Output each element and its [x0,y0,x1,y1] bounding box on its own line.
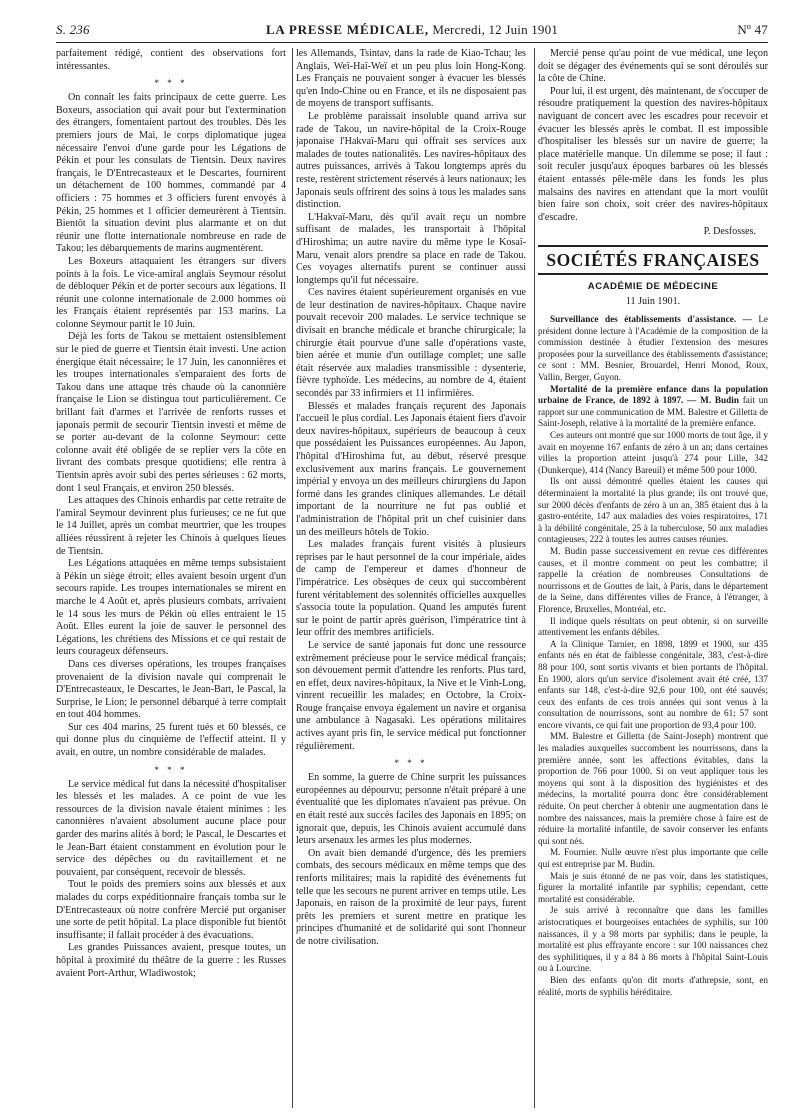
column-divider [292,48,293,1108]
page-header [56,20,768,40]
column-1 [56,48,286,1108]
column-2 [296,48,526,1108]
paragraph: Mortalité de la première enfance dans la population urbaine de France, de 1892 à 1897. — M. Budin fait un rapport sur une communication de MM. Balestre et Gilletta de Saint-Joseph, relative à la mortalité de la première enfance. [538,383,768,429]
column-3 [538,48,768,1108]
paragraph: En somme, la guerre de Chine surprit les puissances européennes au dépourvu; personne n'était préparé à une éventualité que les diplomates n'avaient pas prévue. On en était resté aux succès faciles des Japonais en 1895; on ignorait que, depuis, les Chinois avaient accumulé dans leurs arsenaux les armes les plus modernes. [296,772,526,847]
paragraph: MM. Balestre et Gilletta (de Saint-Joseph) montrent que les maladies auxquelles succombent les nourrissons, dans la première année, sont les affections évitables, dans la proportion de 766 pour 1000. Si on veut appliquer tous les moyens qui sont à la disposition des hygiénistes et des médecins, la mortalité pourra donc être considérablement réduite. On peut chercher à obtenir une augmentation dans le nombre des naissances, mais la première chose à faire est de réduire la mortalité infantile, de savoir conserver les enfants qui sont nés. [538,731,768,846]
page-number: S. 236 [56,22,90,37]
paragraph: Je suis arrivé à reconnaître que dans les familles aristocratiques et bourgeoises entachées de syphilis, sur 100 naissances, il y a 98 morts par syphilis; dans le peuple, la mortalité est plus effrayante encore : sur 100 naissances chez des syphilitiques, il y a 84 à 86 morts à l'hôpital Saint-Louis ou à Lourcine. [538,905,768,974]
paragraph: Le service médical fut dans la nécessité d'hospitaliser les blessés et les malades. A ce point de vue les ressources de la division navale étaient minimes : les canonnières n'avaient absolument aucune place pour garder des marins alités à bord; le Pascal, le Descartes et le Jean-Bart étaient constamment en évolution pour le service des dépêches ou du ravitaillement et ne pouvaient, par conséquent, recevoir de blessés. [56,778,286,878]
paragraph: Bien des enfants qu'on dit morts d'athrepsie, sont, en réalité, morts de syphilis héréditaire. [538,974,768,997]
issue-number: Nº 47 [737,22,768,37]
paragraph: Les grandes Puissances avaient, presque toutes, un hôpital à proximité du théâtre de la guerre : les Russes avaient Port-Arthur, Wladiwostok; [56,942,286,979]
session-date: 11 Juin 1901. [625,295,681,307]
paragraph: M. Budin passe successivement en revue ces différentes causes, et il montre comment on peut les combattre; il rappelle la création de nombreuses Consultations de nourrissons et de Gouttes de lait, à Paris, dans le département de la Seine, dans différentes villes de France, à l'étranger, à Florence, Bruxelles, Montréal, etc. [538,545,768,614]
section-stars: * * * [154,764,188,775]
paragraph: Les attaques des Chinois enhardis par cette retraite de l'amiral Seymour devinrent plus furieuses; ce ne fut que le 14 Juillet, après un combat meurtrier, que les troupes alliées réussirent à rejeter les Chinois à quelques lieues de Tientsin. [56,495,286,557]
author-signature: P. Desfosses. [703,226,756,238]
paragraph: Pour lui, il est urgent, dès maintenant, de s'occuper de résoudre pratiquement la question des navires-hôpitaux naviguant de concert avec les escadres pour recevoir et évacuer les blessés après le combat. Il est impossible d'hospitaliser les blessés sur un navire de guerre; la place matérielle manque. Un dilemme se pose; il faut : soit reculer jusqu'aux époques barbares où les blessés étaient entassés pêle-mêle dans les fonds les plus malsains des navires en attendant que la mort voulût bien faire son choix, soit créer des navires-hôpitaux d'escadre. [538,85,768,223]
paragraph: Mais je suis étonné de ne pas voir, dans les statistiques, figurer la mortalité infantile par syphilis; cependant, cette mortalité est considérable. [538,870,768,904]
paragraph: A la Clinique Tarnier, en 1898, 1899 et 1900, sur 435 enfants nés en état de faiblesse congénitale, 383, c'est-à-dire 88 pour 100, sont sortis vivants et bien portants de l'hôpital. En 1900, alors qu'un service d'isolement avait été créé, 137 enfants sur 148, c'est-à-dire 92,6 pour 100, ont été sauvés; ceux des enfants de ces trois années qui sont venus à la consultation de nourrissons, sont au nombre de 61; 57 sont encore vivants, ce qui fait une proportion de 93,4 pour 100. [538,638,768,730]
header-rule [56,42,768,43]
paragraph: Il indique quels résultats on peut obtenir, si on surveille attentivement les enfants débiles. [538,615,768,638]
paragraph: Déjà les forts de Takou se mettaient ostensiblement sur le pied de guerre et Tientsin était investi. Une action énergique était nécessaire; le 17 Juin, les canonnières et les troupes internationales s'emparaient des forts de Takou dans une attaque très chaude où la canonnière française le Lion se distingua tout particulièrement. Ce brillant fait d'armes et l'arrivée de renforts russes et japonais permit de secourir Tientsin investi et même de se porter au-devant de la colonne Seymour: cette colonne avait été obligée de se replier vers la côte en livrant des combats presque quotidiens; elle rentra à Tientsin après avoir subi des pertes sérieuses : 62 morts, dont 1 seul Français, et environ 250 blessés. [56,331,286,494]
minutes-body [538,314,768,998]
section-heading: SOCIÉTÉS FRANÇAISES [538,245,768,275]
paragraph: M. Fournier. Nulle œuvre n'est plus importante que celle qui est entreprise par M. Budin. [538,847,768,869]
paragraph: On connaît les faits principaux de cette guerre. Les Boxeurs, association qui avait pour but l'extermination des étrangers, fomentaient partout des troubles. Dès les premiers jours de Mai, le corps diplomatique jugea nécessaire l'envoi d'une garde pour les Légations de Pékin et pour les consulats de Tientsin. Deux navires français, le D'Entrecasteaux et le Descartes, fournirent un détachement de 100 hommes, commandé par 4 officiers : 75 hommes et 3 officiers furent envoyés à Pékin, 25 hommes et 1 officier demeurèrent à Tientsin. Bientôt la situation devint plus alarmante et on dut réunir une flotte internationale nombreuse en rade de Takou; les débarquements de marins augmentèrent. [56,92,286,255]
paragraph: Ils ont aussi démontré quelles étaient les causes qui déterminaient la mortalité la plus grande; ils ont trouvé que, sur 2000 décès d'enfants de zéro à un an, 385 étaient dus à la gastro-entérite, 147 aux maladies des voies respiratoires, 171 à la débilité congénitale, 25 à la tuberculose, 50 aux maladies contagieuses, 222 à toutes les autres causes réunies. [538,476,768,545]
section-stars: * * * [394,758,428,769]
paragraph: Les Légations attaquées en même temps subsistaient à Pékin un siège étroit; elles avaient besoin urgent d'un secours rapide. Les troupes internationales se mirent en marche le 4 Août et, après plusieurs combats, arrivaient le 14 sous les murs de Pékin où elles entraient le 15 Août. Elles eurent la joie de sauver le personnel des Légations, les chrétiens des Missions et ce qui restait de leurs courageux défenseurs. [56,558,286,658]
paragraph: Surveillance des établissements d'assistance. — Le président donne lecture à l'Académie de la composition de la commission destinée à étudier l'extension des mesures proposées pour la surveillance des établissements d'assistance; ce sont : MM. Besnier, Brouardel, Henri Monod, Roux, Vallin, Berger, Guyon. [538,314,768,383]
paragraph: les Allemands, Tsintav, dans la rade de Kiao-Tchau; les Anglais, Weï-Haï-Weï et un peu plus loin Hong-Kong. Les Français ne pouvaient songer à évacuer les blessés qu'en Indo-Chine ou en France, et ils ne disposaient pas de moyens de transport suffisants. [296,48,526,110]
column-divider [534,48,535,1108]
paragraph: Sur ces 404 marins, 25 furent tués et 60 blessés, ce qui donne plus du cinquième de l'effectif atteint. Il y avait, en outre, un nombre considérable de malades. [56,721,286,759]
paragraph: Les malades français furent visités à plusieurs reprises par le haut personnel de la cour impériale, aides de camp de l'empereur et dames d'honneur de l'impératrice. Les obsèques de ceux qui succombèrent furent véritablement des solennités officielles auxquelles s'associa toute la population. Quand les amputés furent sur le point de partir après guérison, l'impératrice tint à leur offrir des membres artificiels. [296,539,526,639]
journal-title: LA PRESSE MÉDICALE, Mercredi, 12 Juin 1901 [265,22,559,37]
paragraph: On avait bien demandé d'urgence, dès les premiers combats, des secours médicaux en même temps que des renforts militaires; mais la rapidité des événements fut telle que les secours ne purent arriver en temps utile. Les Japonais, en raison de la proximité de leur pays, furent prêts les premiers et surent mettre en pratique les principes d'humanité et de solidarité qui sont l'honneur de notre civilisation. [296,847,526,947]
paragraph: Ces navires étaient supérieurement organisés en vue de leur destination de navires-hôpitaux. Chaque navire pouvait recevoir 200 malades. Le service technique se divisait en branche médicale et branche chirurgicale; la chirurgie était pourvue d'une salle d'opérations vaste, bien aérée et munie d'un outillage complet; une salle était réservée aux maladies transmissible : dysenterie, fièvre typhoïde. Les médecins, au nombre de 4, étaient secondés par 33 infirmiers et 11 infirmières. [296,287,526,400]
subheading: Surveillance des établissements d'assistance. — [550,314,752,325]
paragraph: L'Hakvaï-Maru, dès qu'il avait reçu un nombre suffisant de malades, les transportait à l'hôpital d'Hiroshima; un autre navire du même type le Kosaï-Maru, venait alors prendre sa place en rade de Takou. Ces voyages alternatifs purent se continuer aussi longtemps qu'il fut nécessaire. [296,211,526,286]
paragraph: Les Boxeurs attaquaient les étrangers sur divers points à la fois. Le vice-amiral anglais Seymour résolut de débloquer Pékin et de porter secours aux légations. Il réunit une colonne internationale de 2.000 hommes où les Français étaient représentés par 153 marins. La colonne Seymour partit le 10 Juin. [56,255,286,330]
paragraph: Tout le poids des premiers soins aux blessés et aux malades du corps expéditionnaire français tomba sur le D'Entrecasteaux où notre confrère Mercié put organiser une sorte de petit hôpital. La place disponible fut bientôt insuffisante; il fallait procéder à des évacuations. [56,879,286,941]
subheading: Mortalité de la première enfance dans la population urbaine de France, de 1892 à 1897. — M. Budin [538,383,768,406]
paragraph: Mercié pense qu'au point de vue médical, une leçon doit se dégager des événements qui se sont déroulés sur la côte de Chine. [538,48,768,85]
paragraph: Le service de santé japonais fut donc une ressource extrêmement précieuse pour le service médical français; son dévouement permit d'attendre les renforts. Plus tard, en effet, deux navires-hôpitaux, la Nive et le Vinh-Long, vinrent recueillir les malades; en Octobre, la Croix-Rouge française envoya également un navire et organisa une ambulance à Nagasaki. Les opérations militaires actives ayant pris fin, le service médical put fonctionner régulièrement. [296,639,526,752]
section-stars: * * * [154,78,188,89]
paragraph: parfaitement rédigé, contient des observations fort intéressantes. [56,48,286,72]
paragraph: Ces auteurs ont montré que sur 1000 morts de tout âge, il y avait en moyenne 167 enfants de zéro à un an; dans certaines villes la proportion atteint jusqu'à 274 pour Lille, 342 (Dunkerque), 414 (Nancy Bareuil) et même 500 pour 1000. [538,430,768,475]
paragraph: Dans ces diverses opérations, les troupes françaises provenaient de la division navale qui comprenait le D'Entrecasteaux, le Descartes, le Jean-Bart, le Pascal, la Surprise, le Lion; le personnel débarqué à terre comptait en tout 404 hommes. [56,658,286,721]
paragraph: Blessés et malades français reçurent des Japonais l'accueil le plus cordial. Les Japonais étaient fiers d'avoir deux navires-hôpitaux, supérieurs de beaucoup à ceux que possédaient les Puissances européennes. Au Japon, l'hôpital d'Hiroshima fut, au début, réservé presque exclusivement aux marins français. Le gouvernement impérial y envoya un des meilleurs chirurgiens du Japon formé dans les grandes cliniques allemandes. Le détail important de la nourriture ne fut pas oublié et l'administration de l'hôpital prit un chef cuisinier dans un des meilleurs hôtels de Tokio. [296,400,526,538]
paragraph: Le problème paraissait insoluble quand arriva sur rade de Takou, un navire-hôpital de la Croix-Rouge japonaise l'Hakvaï-Maru qui offrait ses services aux malades de toutes nationalités. Les navires-hôpitaux des autres puissances, arrivés à Takou longtemps après du reste, restèrent strictement réservés à leurs nationaux; les Japonais seuls offrirent des soins à tous les malades sans distinction. [296,110,526,211]
academy-heading: ACADÉMIE DE MÉDECINE [587,280,719,292]
